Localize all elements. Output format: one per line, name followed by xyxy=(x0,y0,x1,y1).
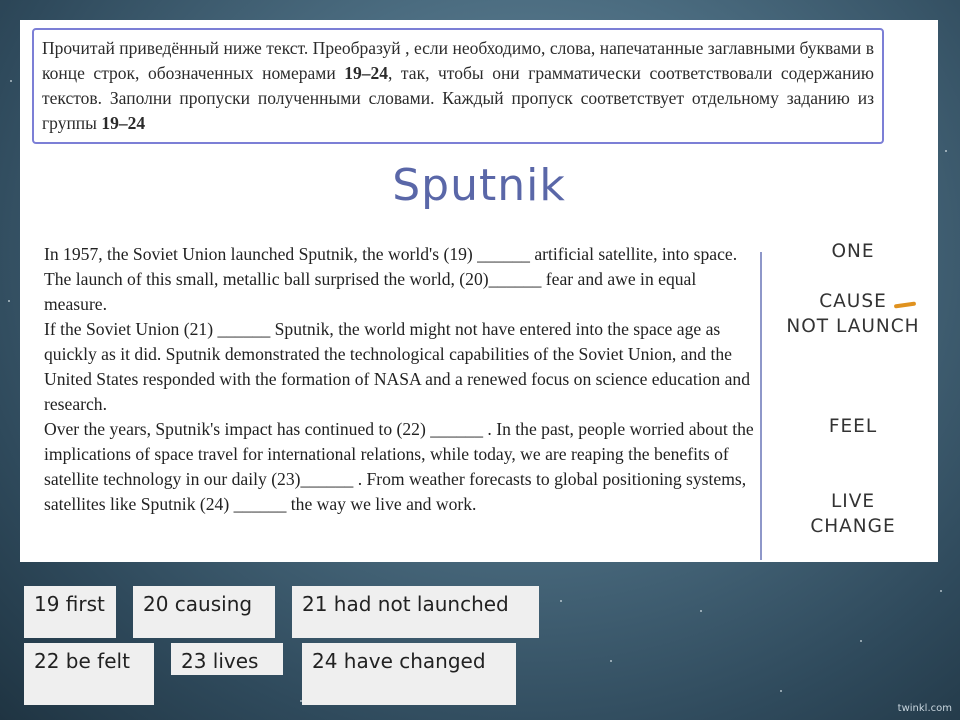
instructions-range-2: 19–24 xyxy=(101,113,146,133)
watermark-logo: twinkl.com xyxy=(897,703,952,714)
story-title: Sputnik xyxy=(392,160,566,211)
star xyxy=(780,690,782,692)
star xyxy=(940,590,942,592)
star xyxy=(8,300,10,302)
slide-panel xyxy=(20,20,938,562)
instructions-text-1: Прочитай приведённый ниже текст. Преобразуй , если необходимо, слова, напечатанные заглавными буквами в конце строк, обозначенных номерами xyxy=(42,38,874,83)
star xyxy=(10,80,12,82)
keyword-23: LIVE xyxy=(830,491,876,512)
story-paragraph-2: If the Soviet Union (21) ______ Sputnik, the world might not have entered into the space age as quickly as it did. Sputnik demonstrated the technological capabilities of the Soviet Union, and the United States responded with the formation of NASA and a renewed focus on science education and research. xyxy=(44,319,750,414)
star xyxy=(945,150,947,152)
star xyxy=(860,640,862,642)
keyword-24: CHANGE xyxy=(810,516,896,537)
story-paragraph-1: In 1957, the Soviet Union launched Sputnik, the world's (19) ______ artificial satellite, into space. The launch of this small, metallic ball surprised the world, (20)______ fear and awe in equal measure. xyxy=(44,244,738,314)
answer-card-23[interactable]: 23 lives xyxy=(171,643,283,675)
keyword-19: ONE xyxy=(831,241,875,262)
answer-card-19[interactable]: 19 first xyxy=(24,586,116,638)
keyword-20: CAUSE xyxy=(819,291,887,312)
column-divider xyxy=(760,252,762,560)
instructions-box xyxy=(32,28,884,144)
story-text xyxy=(44,242,756,517)
star xyxy=(700,610,702,612)
instructions-text-2: , так, чтобы они грамматически соответствовали содержанию текстов. Заполни пропуски полученными словами. Каждый пропуск соответствует отдельному заданию из группы xyxy=(42,63,874,133)
keyword-21: NOT LAUNCH xyxy=(786,316,920,337)
keyword-22: FEEL xyxy=(828,416,878,437)
star xyxy=(560,600,562,602)
answer-card-24[interactable]: 24 have changed xyxy=(302,643,516,705)
star xyxy=(610,660,612,662)
answer-card-20[interactable]: 20 causing xyxy=(133,586,275,638)
answer-card-21[interactable]: 21 had not launched xyxy=(292,586,539,638)
instructions-range-1: 19–24 xyxy=(344,63,388,83)
story-paragraph-3: Over the years, Sputnik's impact has continued to (22) ______ . In the past, people worried about the implications of space travel for international relations, while today, we are reaping the benefits of satellite technology in our daily (23)______ . From weather forecasts to global positioning systems, satellites like Sputnik (24) ______ the way we live and work. xyxy=(44,419,754,514)
answer-card-22[interactable]: 22 be felt xyxy=(24,643,154,705)
